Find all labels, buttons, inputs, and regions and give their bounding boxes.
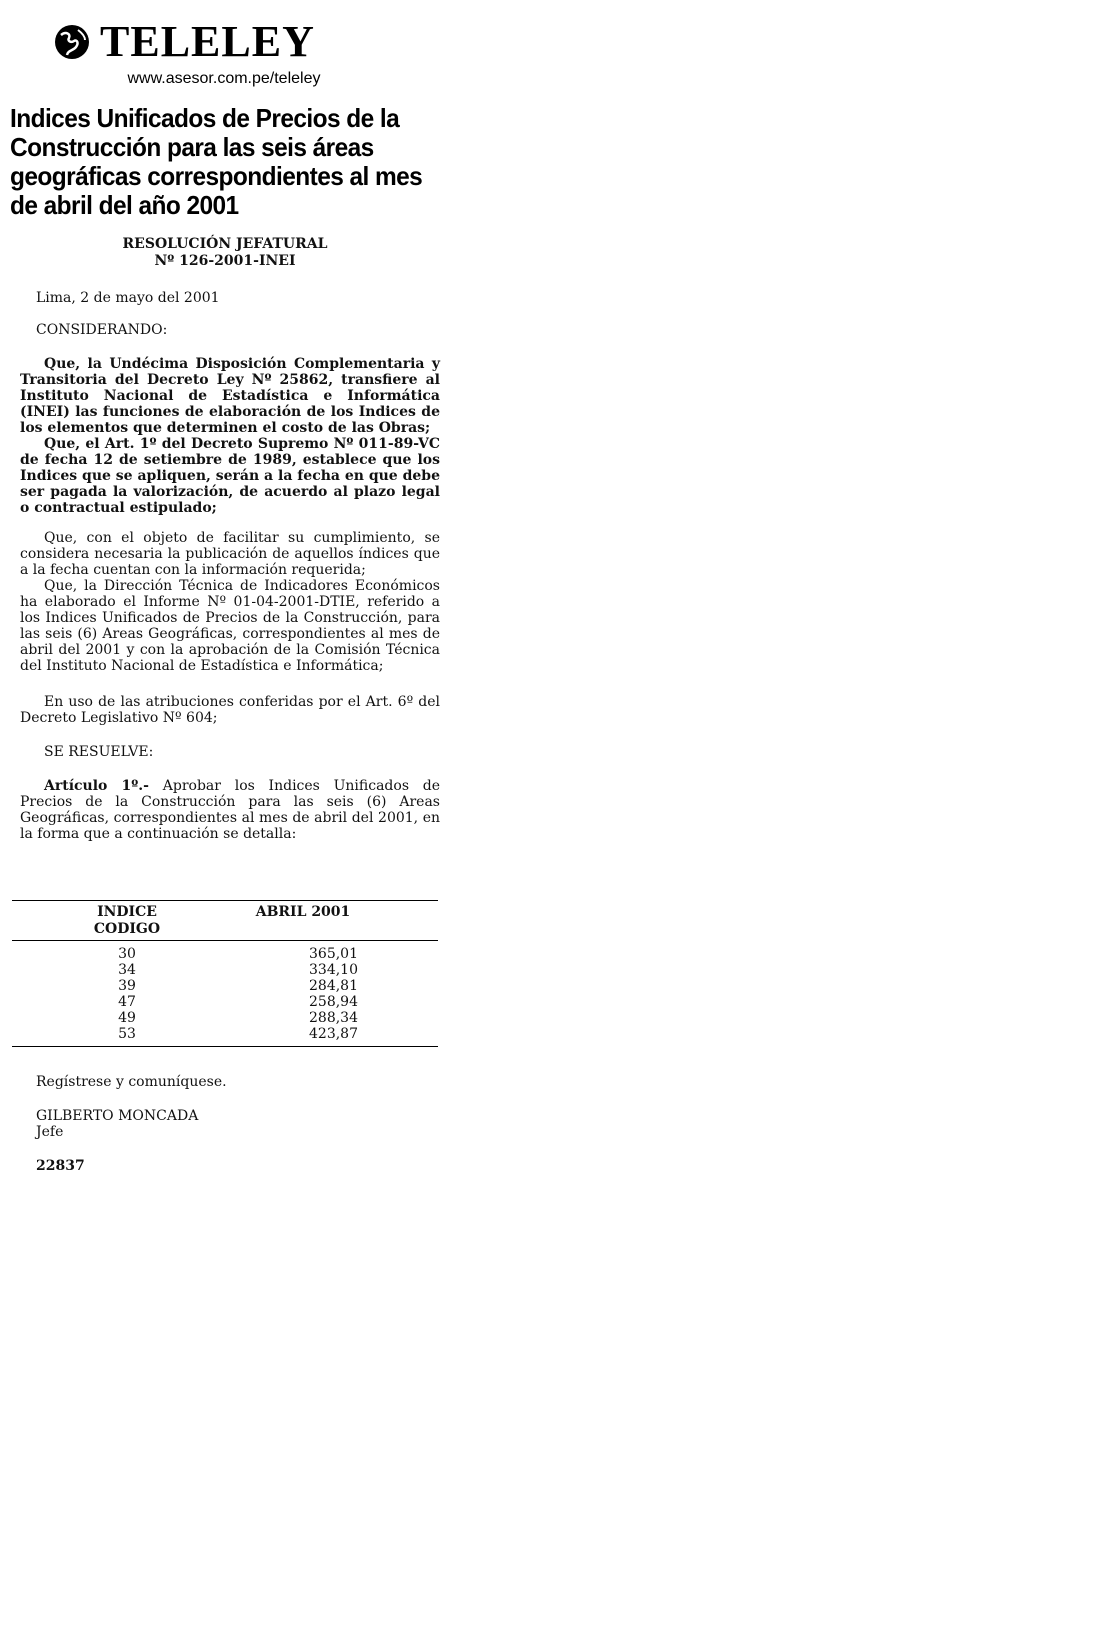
table-row [12, 978, 438, 995]
table-header-code-line1: INDICE [97, 904, 157, 920]
row-value: 334,10 [309, 962, 358, 978]
brand-header [52, 14, 315, 70]
date-line: Lima, 2 de mayo del 2001 [36, 290, 220, 306]
table-header-value: ABRIL 2001 [255, 904, 351, 920]
row-value: 284,81 [309, 978, 358, 994]
resolution-line-1: RESOLUCIÓN JEFATURAL [122, 236, 328, 252]
closing-line: Regístrese y comuníquese. [36, 1074, 227, 1090]
paragraph-2: Que, el Art. 1º del Decreto Supremo Nº 011-89-VC de fecha 12 de setiembre de 1989, establece que los Indices que se apliquen, serán a la fecha en que debe ser pagada la valorización, de acuerdo al plazo legal o contractual estipulado; [20, 436, 440, 516]
site-url[interactable]: www.asesor.com.pe/teleley [127, 70, 321, 87]
considerando-heading: CONSIDERANDO: [36, 322, 168, 338]
headline: Indices Unificados de Precios de la Construcción para las seis áreas geográficas correspondientes al mes de abril del año 2001 [10, 103, 423, 220]
row-code: 30 [118, 946, 136, 962]
paragraph-3: Que, con el objeto de facilitar su cumplimiento, se considera necesaria la publicación de aquellos índices que a la fecha cuentan con la información requerida; [20, 530, 440, 578]
article-1 [20, 778, 440, 842]
table-header-code-line2: CODIGO [93, 921, 161, 937]
table-row [12, 994, 438, 1011]
row-code: 39 [118, 978, 136, 994]
row-value: 365,01 [309, 946, 358, 962]
table-row [12, 962, 438, 979]
table-bottom-rule [12, 1046, 438, 1047]
row-value: 258,94 [309, 994, 358, 1010]
table-header-rule [12, 940, 438, 941]
row-code: 47 [118, 994, 136, 1010]
reference-number: 22837 [36, 1158, 85, 1174]
resolution-title [10, 236, 440, 270]
table-row [12, 946, 438, 963]
row-value: 288,34 [309, 1010, 358, 1026]
signature-title: Jefe [36, 1124, 64, 1140]
signature-name: GILBERTO MONCADA [36, 1108, 199, 1124]
row-code: 34 [118, 962, 136, 978]
resolution-line-2: Nº 126-2001-INEI [154, 253, 296, 269]
row-code: 53 [118, 1026, 136, 1042]
table-top-rule [12, 900, 438, 901]
row-code: 49 [118, 1010, 136, 1026]
paragraph-1: Que, la Undécima Disposición Complementaria y Transitoria del Decreto Ley Nº 25862, transfiere al Instituto Nacional de Estadística e Informática (INEI) las funciones de elaboración de los Indices de los elementos que determinen el costo de las Obras; [20, 356, 440, 436]
paragraph-5: En uso de las atribuciones conferidas por el Art. 6º del Decreto Legislativo Nº 604; [20, 694, 440, 726]
globe-icon [52, 22, 92, 62]
table-row [12, 1010, 438, 1027]
article-label: Artículo 1º.- [44, 778, 149, 794]
index-table [12, 900, 438, 1042]
article-text: Aprobar los Indices Unificados de Precios de la Construcción para las seis (6) Areas Geográficas, correspondientes al mes de abril del 2001, en la forma que a continuación se detalla: [20, 778, 441, 842]
row-value: 423,87 [309, 1026, 358, 1042]
table-header-code [82, 904, 172, 938]
brand-name: TELELEY [100, 17, 315, 66]
table-row [12, 1026, 438, 1043]
se-resuelve-heading: SE RESUELVE: [44, 744, 154, 760]
paragraph-4: Que, la Dirección Técnica de Indicadores Económicos ha elaborado el Informe Nº 01-04-2001-DTIE, referido a los Indices Unificados de Precios de la Construcción, para las seis (6) Areas Geográficas, correspondientes al mes de abril del 2001 y con la aprobación de la Comisión Técnica del Instituto Nacional de Estadística e Informática; [20, 578, 440, 674]
